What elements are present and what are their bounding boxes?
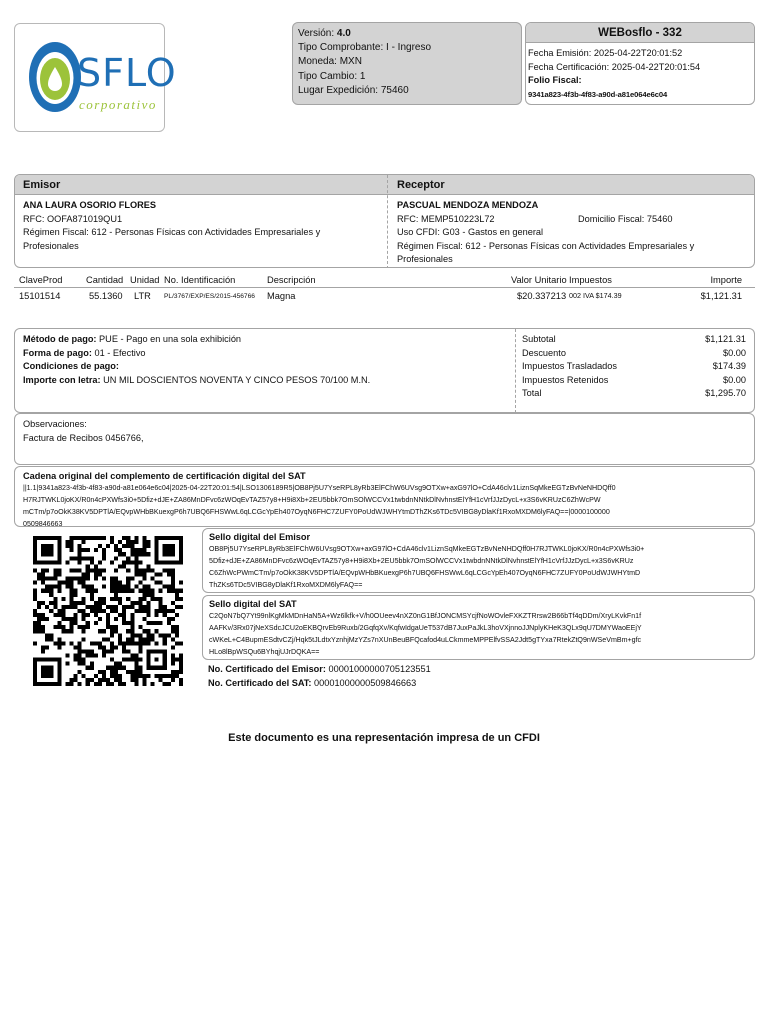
emisor-heading: Emisor [23, 179, 61, 191]
cadena-line-2: H7RJTWKL0joKX/R0n4cPXWfs3i0+5Dfiz+dJE+ZA86MnDFvc6zWOqEvTAZ57y8+H9i8Xb+2EU5bbk7OmSOlWCCVx1twbdnNNtkDlNvhnstElYfH1cVrfJJzDycL+x3S6vKRUzC6ZhWcPW [23, 496, 601, 504]
cadena-line-3: mCTm/p7oOkK38KV5DPTlA/EQvpWHbBKuexgP6h7UBQ6FHSWwL6qLCGcYpEh407OyqN6FHC7ZUFY0PoUdWJWHYtmDThZKs6TDc5VIBG8yDlaKf1RxoMXDM6lyFAQ==|0000100000 [23, 508, 610, 516]
col-header-clave: ClaveProd [19, 275, 63, 285]
observaciones-panel [14, 413, 755, 465]
cert-emisor-label: No. Certificado del Emisor: [208, 664, 326, 674]
col-header-no-id: No. Identificación [164, 275, 236, 285]
receptor-section [397, 199, 752, 267]
cert-emisor-value: 00001000000705123551 [325, 664, 431, 674]
total-row-trasladados [522, 360, 746, 374]
importe-letra-label: Importe con letra: [23, 374, 101, 385]
row-no-id: PL/3767/EXP/ES/2015-456766 [164, 293, 255, 300]
logo-subtitle: corporativo [79, 97, 157, 112]
cadena-original-title: Cadena original del complemento de certificación digital del SAT [23, 471, 306, 481]
total-value: $1,295.70 [705, 388, 746, 399]
row-clave: 15101514 [19, 291, 61, 301]
receptor-domicilio: Domicilio Fiscal: 75460 [578, 213, 673, 224]
observaciones-label: Observaciones: [23, 419, 87, 429]
col-header-impuestos: Impuestos [569, 275, 612, 285]
logo-mark-icon [25, 37, 85, 117]
sello-emisor-line-4: ThZKs6TDc5VIBG8yDlaKf1RxoMXDM6lyFAQ== [209, 581, 363, 589]
invoice-title: WEBosflo - 332 [526, 23, 754, 43]
receptor-uso-cfdi: Uso CFDI: G03 - Gastos en general [397, 227, 544, 237]
receptor-regimen-line-2: Profesionales [397, 254, 453, 264]
certificates-section [208, 663, 431, 691]
forma-pago-label: Forma de pago: [23, 347, 92, 358]
fecha-emision: Fecha Emisión: 2025-04-22T20:01:52 [528, 48, 683, 58]
sello-sat-line-2: AAFKv/3Rx07jNeXSdcJCU2oEKBQrvEb9Ruxb/2GqfqXv/KqfwIdgaUeT537dB7JuxPaJkL3hoVXjnnoJJNplyKHeK3QLx9qU7DMYWaoEEjY [209, 624, 642, 632]
sello-sat-line-1: C2QoN7bQ7Yt99nlKgMkMDnHaN5A+Wz6lkfk+V/h0OUeev4nXZ0nG1BfJONCMSYcjfNoWOvleFXKZTRrsw2B66bTf4qDDm/XryLKvkFn1f [209, 612, 642, 620]
descuento-value: $0.00 [723, 347, 746, 358]
cadena-original-panel [14, 466, 755, 527]
version-row [298, 27, 517, 41]
receptor-regimen-line-1: Régimen Fiscal: 612 - Personas Físicas con Actividades Empresariales y [397, 240, 695, 251]
cert-sat-value: 00001000000509846663 [311, 677, 417, 688]
emisor-rfc: RFC: OOFA871019QU1 [23, 213, 123, 224]
condiciones-pago-label: Condiciones de pago: [23, 361, 119, 371]
receptor-rfc: RFC: MEMP510223L72 [397, 213, 495, 224]
row-valor-unitario: $20.337213 [517, 291, 567, 301]
total-row-subtotal [522, 333, 746, 347]
totals-section [522, 333, 746, 401]
parties-divider [387, 175, 388, 268]
payment-details [23, 333, 370, 387]
row-unidad: LTR [134, 291, 151, 301]
receptor-heading: Receptor [397, 179, 445, 191]
col-header-unidad: Unidad [130, 275, 160, 285]
col-header-cantidad: Cantidad [86, 275, 124, 285]
col-header-valor-unitario: Valor Unitario [511, 275, 567, 285]
sello-emisor-title: Sello digital del Emisor [209, 532, 311, 542]
folio-fiscal-value: 9341a823-4f3b-4f83-a90d-a81e064e6c04 [528, 89, 668, 99]
totals-divider [515, 329, 516, 413]
cadena-line-1: ||1.1|9341a823-4f3b-4f83-a90d-a81e064e6c04|2025-04-22T20:01:54|LSO1306189R5|OB8Pj5U7YseRPL8yRb3ElFChW6UVsg9OTXw+axG97lO+CdA46clv1LiznSqMkeEGTzBvNeNHDQff0 [23, 484, 616, 492]
fecha-certificacion: Fecha Certificación: 2025-04-22T20:01:54 [528, 61, 701, 72]
cadena-line-4: 0509846663 [23, 520, 63, 528]
total-row-retenidos [522, 374, 746, 388]
metodo-pago-value: PUE - Pago en una sola exhibición [96, 334, 242, 344]
lugar-expedicion: Lugar Expedición: 75460 [298, 84, 409, 96]
trasladados-label: Impuestos Trasladados [522, 361, 617, 372]
version-label: Versión: [298, 28, 335, 39]
cfdi-footer-note: Este documento es una representación impresa de un CFDI [228, 732, 540, 744]
sello-sat-line-4: HLo8lBpWSQu6BYhqjUJrDQKA== [209, 648, 320, 656]
total-row-total [522, 387, 746, 401]
observaciones-value: Factura de Recibos 0456766, [23, 432, 144, 443]
sello-sat-line-3: cWKeL+C4BupmESdtvCZj/Hqk5tJLdtxYznhjMzYZs7nXUnBeuBFQcafod4uLCkmmeMPPElfvSSA2Jdt5gTYxa7RtekZtQ9nWSeVmBm+gfc [209, 636, 642, 644]
version-value: 4.0 [336, 28, 351, 39]
cert-sat-label: No. Certificado del SAT: [208, 677, 312, 688]
receptor-name: PASCUAL MENDOZA MENDOZA [397, 200, 539, 210]
company-logo [14, 23, 177, 132]
concepts-table [14, 272, 755, 320]
sello-sat-title: Sello digital del SAT [209, 599, 297, 609]
sello-sat-panel [202, 595, 755, 660]
tipo-comprobante: Tipo Comprobante: I - Ingreso [298, 42, 432, 54]
sello-emisor-line-2: 5Dfiz+dJE+ZA86MnDFvc6zWOqEvTAZ57y8+H9i8Xb+2EU5bbk7OmSOlWCCVx1twbdnNNtkDlNvhnstElYfH1cVrfJJzDycL+x3S6vKRUz [209, 557, 634, 565]
folio-fiscal-label: Folio Fiscal: [528, 75, 582, 86]
tipo-cambio: Tipo Cambio: 1 [298, 70, 366, 82]
payment-panel [14, 328, 755, 413]
moneda: Moneda: MXN [298, 56, 362, 68]
sello-emisor-panel [202, 528, 755, 593]
qr-code-icon [33, 535, 183, 687]
row-impuestos: 002 IVA $174.39 [569, 291, 622, 300]
trasladados-value: $174.39 [712, 361, 746, 372]
logo-wordmark: SFLO [77, 51, 177, 95]
row-descripcion: Magna [267, 291, 296, 301]
emisor-section [23, 199, 378, 253]
parties-panel [14, 174, 755, 268]
parties-header [15, 175, 754, 195]
row-importe: $1,121.31 [700, 291, 742, 301]
emisor-name: ANA LAURA OSORIO FLORES [23, 200, 157, 210]
importe-letra-value: UN MIL DOSCIENTOS NOVENTA Y CINCO PESOS 70/100 M.N. [100, 374, 371, 385]
col-header-descripcion: Descripción [267, 275, 316, 285]
total-row-descuento [522, 347, 746, 361]
metodo-pago-label: Método de pago: [23, 334, 97, 344]
retenidos-value: $0.00 [723, 374, 746, 385]
subtotal-value: $1,121.31 [705, 334, 746, 344]
row-cantidad: 55.1360 [89, 291, 123, 301]
fiscal-panel [525, 22, 755, 105]
invoice-meta-panel [292, 22, 522, 105]
emisor-regimen-line-2: Profesionales [23, 240, 79, 251]
retenidos-label: Impuestos Retenidos [522, 374, 609, 385]
col-header-importe: Importe [710, 275, 742, 285]
sello-emisor-line-3: C6ZhWcPWmCTm/p7oOkK38KV5DPTlA/EQvpWHbBKuexgP6h7UBQ6FHSWwL6qLCGcYpEh407OyqN6FHC7ZUFY0PoUdWJWHYtmD [209, 569, 641, 577]
descuento-label: Descuento [522, 347, 566, 358]
forma-pago-value: 01 - Efectivo [91, 347, 146, 358]
table-header-divider [14, 287, 755, 288]
subtotal-label: Subtotal [522, 334, 556, 344]
sello-emisor-line-1: OB8Pj5U7YseRPL8yRb3ElFChW6UVsg9OTXw+axG97lO+CdA46clv1LiznSqMkeEGTzBvNeNHDQff0H7RJTWKL0joKX/R0n4cPXWfs3i0+ [209, 545, 645, 553]
total-label: Total [522, 388, 542, 399]
emisor-regimen-line-1: Régimen Fiscal: 612 - Personas Físicas con Actividades Empresariales y [23, 227, 321, 237]
